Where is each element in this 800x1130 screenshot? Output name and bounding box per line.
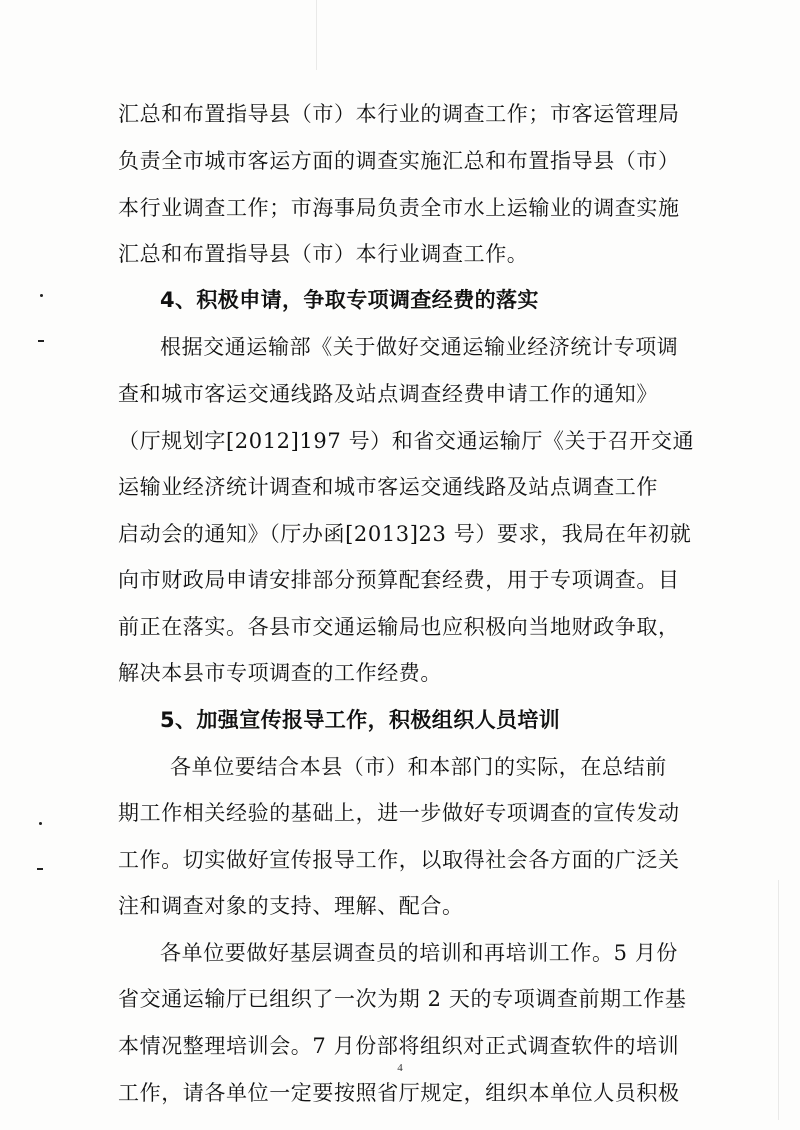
scan-line [778,880,779,1120]
section-heading-4: 4、积极申请，争取专项调查经费的落实 [160,288,539,312]
body-line: 前正在落实。各县市交通运输局也应积极向当地财政争取， [118,615,680,639]
scan-dot [39,822,42,825]
body-line: 根据交通运输部《关于做好交通运输业经济统计专项调 [160,335,679,359]
body-line: 汇总和布置指导县（市）本行业调查工作。 [118,242,529,266]
scan-dash [37,868,43,870]
body-line: （厅规划字[2012]197 号）和省交通运输厅《关于召开交通 [118,429,695,453]
body-line: 启动会的通知》（厅办函[2013]23 号）要求，我局在年初就 [118,522,692,546]
page-number: 4 [397,1062,403,1074]
scan-dash [38,340,44,342]
body-line: 各单位要做好基层调查员的培训和再培训工作。5 月份 [160,941,679,965]
body-line: 工作。切实做好宣传报导工作，以取得社会各方面的广泛关 [118,848,680,872]
body-line: 解决本县市专项调查的工作经费。 [118,661,442,685]
body-line: 本情况整理培训会。7 月份部将组织对正式调查软件的培训 [118,1034,680,1058]
body-line: 查和城市客运交通线路及站点调查经费申请工作的通知》 [118,382,658,406]
body-line: 本行业调查工作；市海事局负责全市水上运输业的调查实施 [118,196,680,220]
body-line: 省交通运输厅已组织了一次为期 2 天的专项调查前期工作基 [118,987,687,1011]
body-line: 负责全市城市客运方面的调查实施汇总和布置指导县（市） [118,149,680,173]
body-line: 工作，请各单位一定要按照省厅规定，组织本单位人员积极 [118,1081,680,1105]
scan-line [316,0,317,70]
body-line: 注和调查对象的支持、理解、配合。 [118,894,464,918]
scan-dot [40,294,43,297]
body-line: 向市财政局申请安排部分预算配套经费，用于专项调查。目 [118,568,680,592]
body-line: 期工作相关经验的基础上，进一步做好专项调查的宣传发动 [118,801,680,825]
body-line: 汇总和布置指导县（市）本行业的调查工作；市客运管理局 [118,102,680,126]
body-line: 各单位要结合本县（市）和本部门的实际，在总结前 [170,755,667,779]
body-line: 运输业经济统计调查和城市客运交通线路及站点调查工作 [118,475,658,499]
section-heading-5: 5、加强宣传报导工作，积极组织人员培训 [160,708,561,732]
